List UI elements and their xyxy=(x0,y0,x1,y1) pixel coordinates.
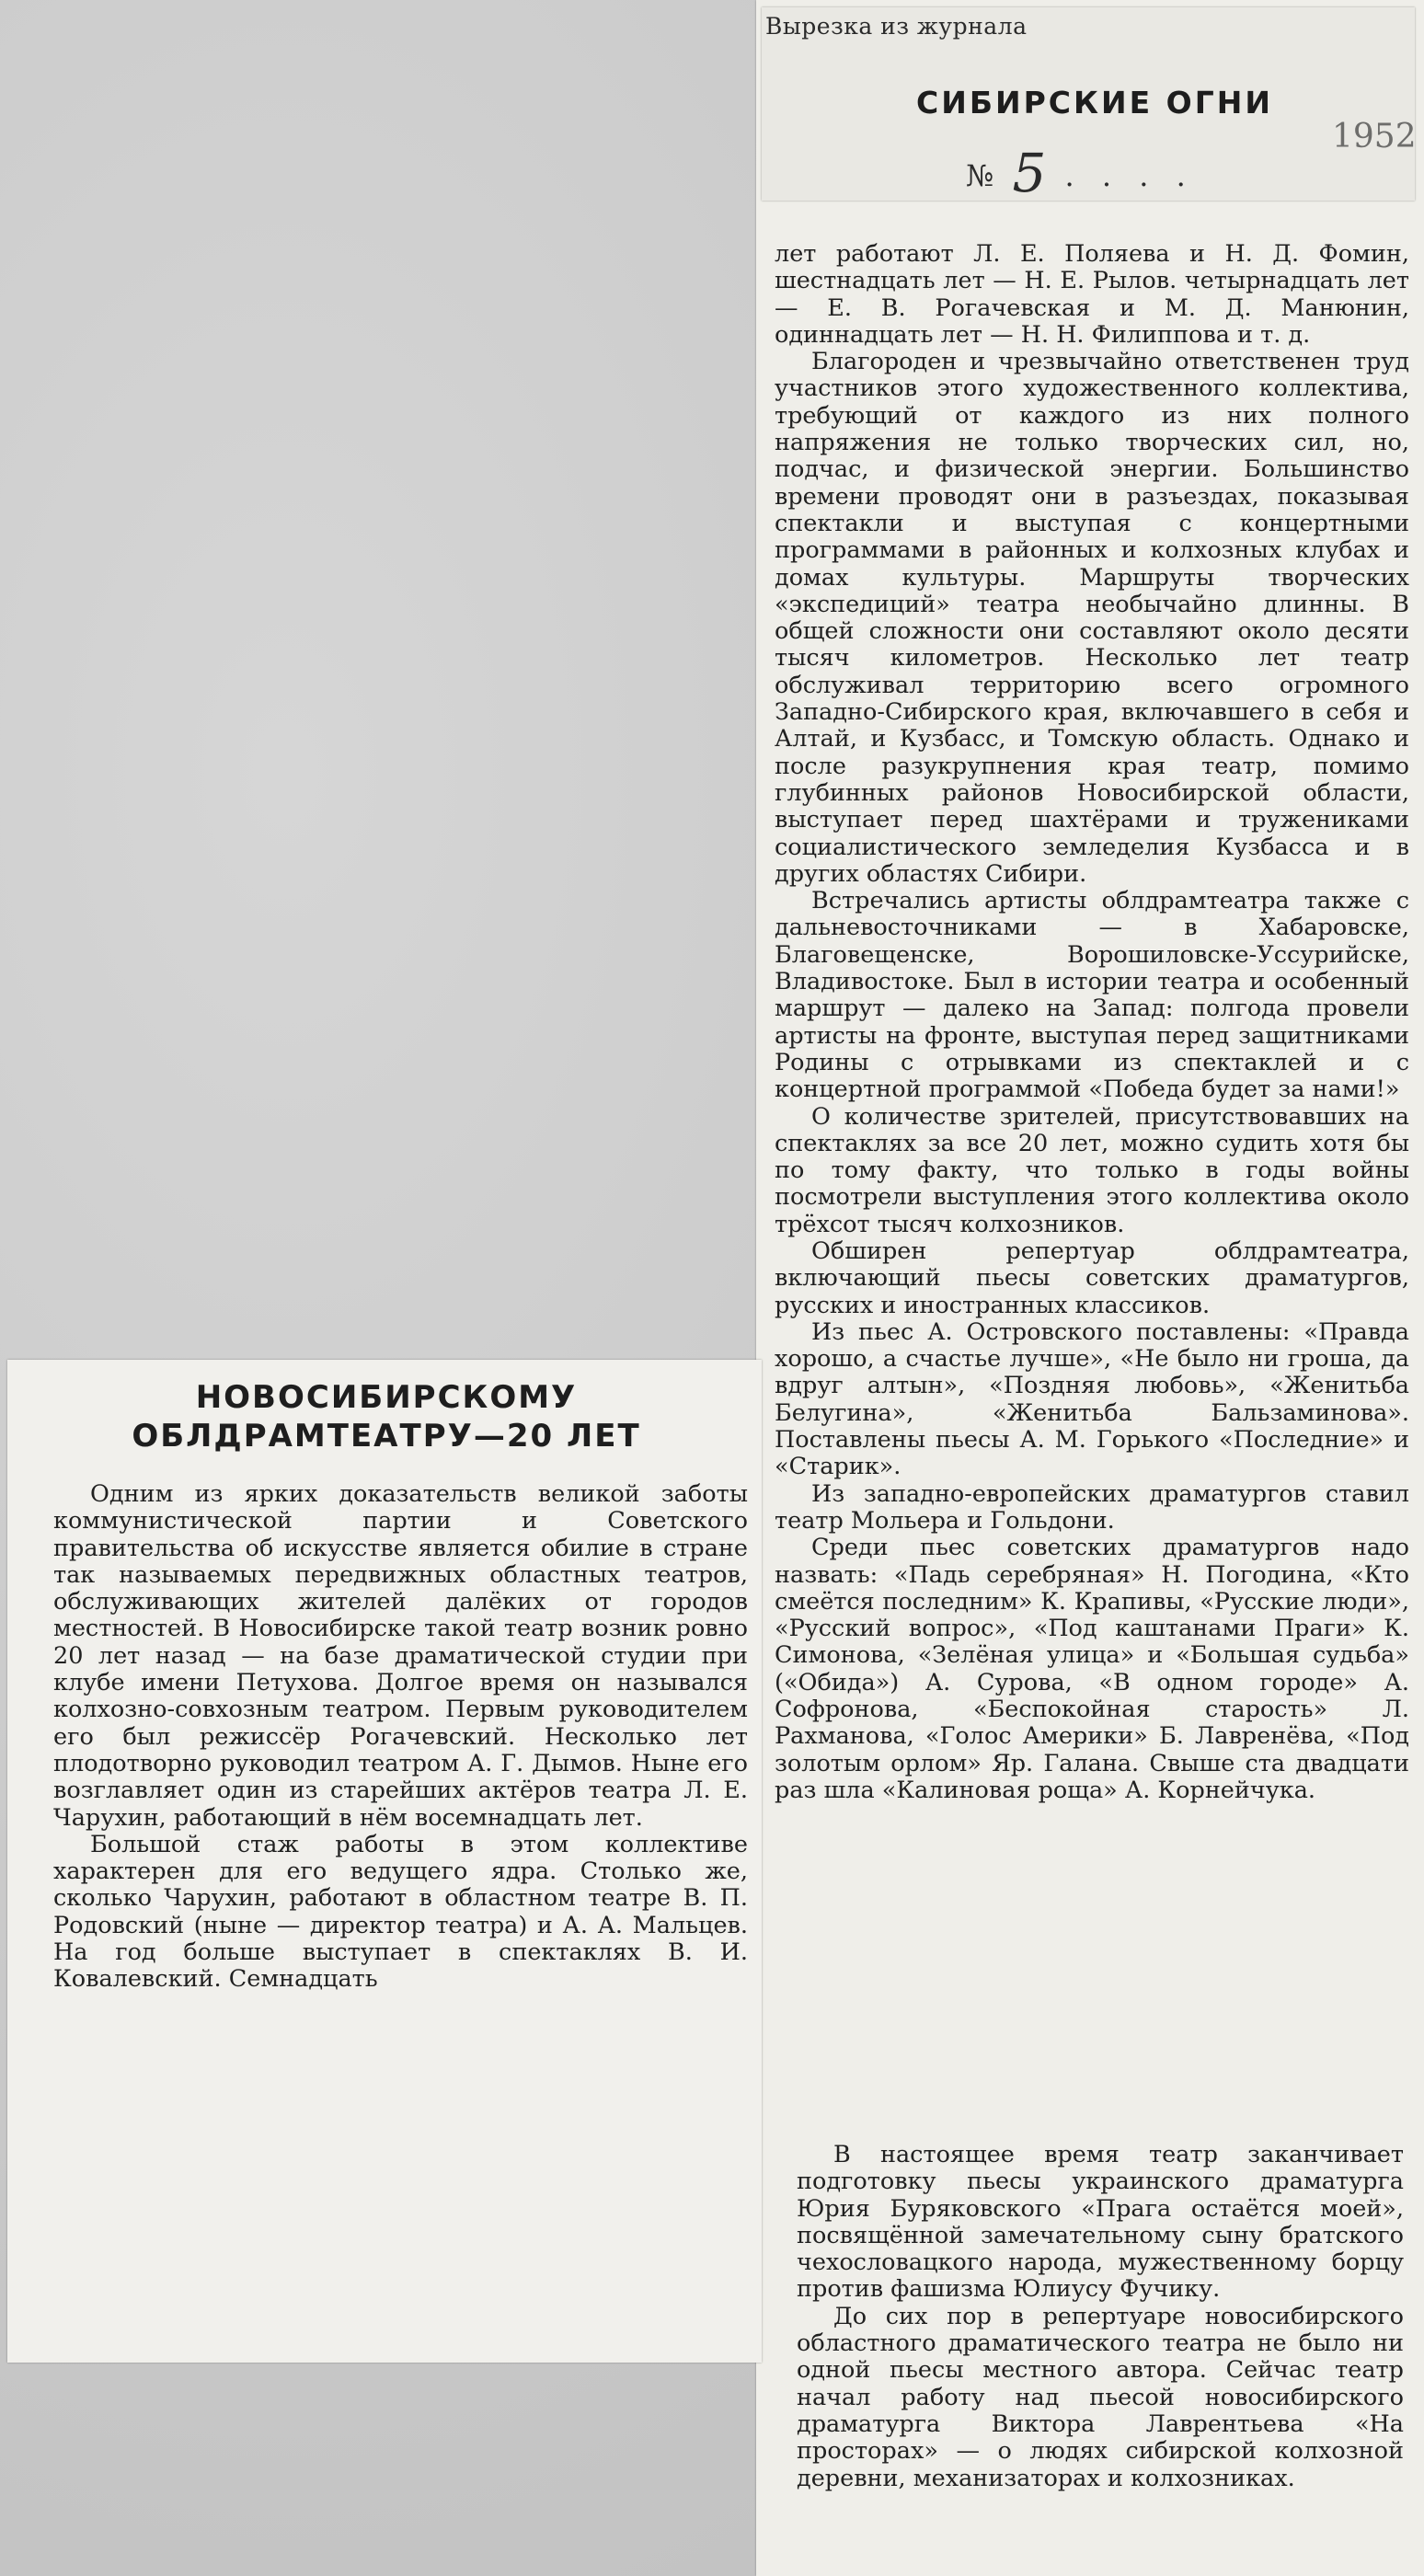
issue-number: 5 xyxy=(1012,142,1047,204)
paragraph: Благороден и чрезвычайно ответственен труд участников этого художественного коллектива, требующий от каждого из них полного напряжения не только творческих сил, но, подчас, и физической энергии. Большинство времени проводят они в разъездах, показывая спектакли и выступая с концертными программами в районных и колхозных клубах и домах культуры. Маршруты творческих «экспедиций» театра необычайно длинны. В общей сложности они составляют около десяти тысяч километров. Несколько лет театр обслуживал территорию всего огромного Западно-Сибирского края, включавшего в себя и Алтай, и Кузбасс, и Томскую область. Однако и после разукрупнения края театр, помимо глубинных районов Новосибирской области, выступает перед шахтёрами и тружениками социалистического земледелия Кузбасса и в других областях Сибири. xyxy=(775,348,1409,888)
paragraph: Встречались артисты облдрамтеатра также с дальневосточниками — в Хабаровске, Благовещенске, Ворошиловске-Уссурийске, Владивостоке. Был в истории театра и особенный маршрут — далеко на Запад: полгода провели артисты на фронте, выступая перед защитниками Родины с отрывками из спектаклей и с концертной программой «Победа будет за нами!» xyxy=(775,887,1409,1104)
journal-name: СИБИРСКИЕ ОГНИ xyxy=(916,85,1273,121)
issue-prefix: № xyxy=(966,158,994,193)
paragraph: Из западно-европейских драматургов ставил театр Мольера и Гольдони. xyxy=(775,1479,1409,1535)
issue-dots: . . . . xyxy=(1064,158,1195,193)
paragraph: Одним из ярких доказательств великой заботы коммунистической партии и Советского правительства об искусстве является обилие в стране так называемых передвижных областных театров, обслуживающих жителей далёких от городов местностей. В Новосибирске такой театр возник ровно 20 лет назад — на базе драматической студии при клубе имени Петухова. Долгое время он назывался колхозно-совхозным театром. Первым руководителем его был режиссёр Рогачевский. Несколько лет плодотворно руководил театром А. Г. Дымов. Ныне его возглавляет один из старейших актёров театра Л. Е. Чарухин, работающий в нём восемнадцать лет. xyxy=(53,1480,748,1832)
paragraph: До сих пор в репертуаре новосибирского областного драматического театра не было ни одной пьесы местного автора. Сейчас театр начал работу над пьесой новосибирского драматурга Виктора Лаврентьева «На просторах» — о людях сибирской колхозной деревни, механизаторах и колхозниках. xyxy=(797,2302,1404,2492)
paragraph: Обширен репертуар облдрамтеатра, включающий пьесы советских драматургов, русских и иностранных классиков. xyxy=(775,1236,1409,1319)
article-left-column xyxy=(53,1481,748,1994)
clipping-label: Вырезка из журнала xyxy=(765,13,1028,40)
article-right-column-tail xyxy=(797,2142,1404,2492)
paragraph: О количестве зрителей, присутствовавших на спектаклях за все 20 лет, можно судить хотя бы по тому факту, что только в годы войны посмотрели выступления этого коллектива около трёхсот тысяч колхозников. xyxy=(775,1102,1409,1238)
article-headline xyxy=(37,1378,736,1455)
headline-line-1: НОВОСИБИРСКОМУ xyxy=(195,1379,578,1416)
issue-row xyxy=(966,136,1195,204)
paragraph: лет работают Л. Е. Поляева и Н. Д. Фомин, шестнадцать лет — Н. Е. Рылов. четырнадцать лет — Е. В. Рогачевская и М. Д. Манюнин, одиннадцать лет — Н. Н. Филиппова и т. д. xyxy=(775,240,1409,349)
paragraph: В настоящее время театр заканчивает подготовку пьесы украинского драматурга Юрия Буряковского «Прага остаётся моей», посвящённой замечательному сыну братского чехословацкого народа, мужественному борцу против фашизма Юлиусу Фучику. xyxy=(797,2141,1404,2304)
paragraph: Из пьес А. Островского поставлены: «Правда хорошо, а счастье лучше», «Не было ни гроша, да вдруг алтын», «Поздняя любовь», «Женитьба Белугина», «Женитьба Бальзаминова». Поставлены пьесы А. М. Горького «Последние» и «Старик». xyxy=(775,1317,1409,1481)
paragraph: Среди пьес советских драматургов надо назвать: «Падь серебряная» Н. Погодина, «Кто смеётся последним» К. Крапивы, «Русские люди», «Русский вопрос», «Под каштанами Праги» К. Симонова, «Зелёная улица» и «Большая судьба» («Обида») А. Сурова, «В одном городе» А. Софронова, «Беспокойная старость» Л. Рахманова, «Голос Америки» Б. Лавренёва, «Под золотым орлом» Яр. Галана. Свыше ста двадцати раз шла «Калиновая роща» А. Корнейчука. xyxy=(775,1534,1409,1804)
handwritten-year: 1952 xyxy=(1332,118,1417,155)
headline-line-2: ОБЛДРАМТЕАТРУ—20 ЛЕТ xyxy=(132,1418,641,1455)
article-right-column xyxy=(775,241,1409,1804)
paragraph: Большой стаж работы в этом коллективе характерен для его ведущего ядра. Столько же, сколько Чарухин, работают в областном театре В. П. Родовский (ныне — директор театра) и А. А. Мальцев. На год больше выступает в спектаклях В. И. Ковалевский. Семнадцать xyxy=(53,1830,748,1994)
